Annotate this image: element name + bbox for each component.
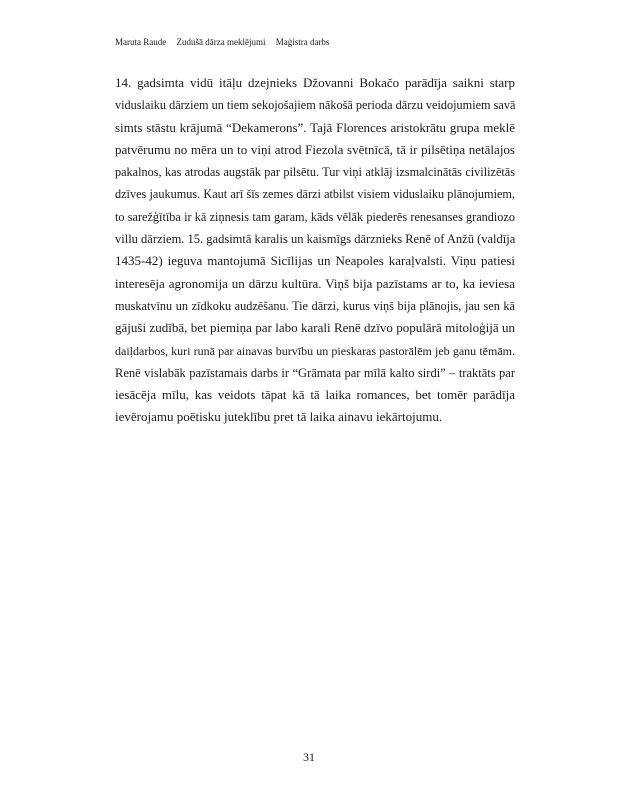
header-author: Maruta Raude: [115, 37, 167, 47]
text-line: muskatvīnu un zīdkoku audzēšanu. Tie dārzi, kurus viņš bija plānojis, jau sen kā: [115, 298, 515, 313]
text-line: dzīves jaukumus. Kaut arī šīs zemes dārzi atbilst visiem viduslaiku plānojumiem,: [115, 187, 515, 202]
text-line: simts stāstu krājumā “Dekamerons”. Tajā Florences aristokrātu grupa meklē: [115, 119, 515, 135]
text-line-last: ievērojamu poētisku juteklību pret tā laika ainavu iekārtojumu.: [115, 409, 443, 425]
text-line: patvērumu no mēra un to viņi atrod Fiezola svētnīcā, tā ir pilsētiņa netālajos: [115, 141, 515, 157]
header-title: Zudušā dārza meklējumi: [176, 37, 266, 47]
text-line: daiļdarbos, kuri runā par ainavas burvību un pieskaras pastorālēm jeb ganu tēmām.: [115, 343, 515, 358]
text-line: Renē vislabāk pazīstamais darbs ir “Grāmata par mīlā kalto sirdi” – traktāts par: [115, 365, 515, 380]
text-line: iesācēja mīlu, kas veidots tāpat kā tā laika romances, bet tomēr parādīja: [115, 387, 515, 403]
text-line: interesēja agronomija un dārzu kultūra. Viņš bija pazīstams ar to, ka ieviesa: [115, 275, 515, 291]
header-work-type: Maģistra darbs: [275, 37, 330, 47]
text-line: to sarežģītība ir kā ziņnesis tam garam, kāds vēlāk piederēs renesanses grandiozo: [115, 209, 515, 224]
text-line: viduslaiku dārziem un tiem sekojošajiem nākošā perioda dārzu veidojumiem savā: [115, 98, 516, 113]
text-line: gājuši zudībā, bet piemiņa par labo karali Renē dzīvo populārā mitoloģijā un: [115, 320, 515, 336]
text-line: villu dārziem. 15. gadsimtā karalis un kaismīgs dārznieks Renē of Anžū (valdīja: [115, 232, 516, 247]
body-paragraph: [115, 72, 515, 429]
text-line: pakalnos, kas atrodas augstāk par pilsētu. Tur viņi atklāj izsmalcinātās civilizētās: [115, 165, 515, 180]
page-number: 31: [303, 750, 315, 764]
text-line: 1435-42) ieguva mantojumā Sicīlijas un Neapoles karaļvalsti. Viņu patiesi: [115, 253, 515, 269]
running-header: [115, 37, 337, 48]
text-line: 14. gadsimta vidū itāļu dzejnieks Džovanni Bokačo parādīja saikni starp: [115, 75, 515, 90]
